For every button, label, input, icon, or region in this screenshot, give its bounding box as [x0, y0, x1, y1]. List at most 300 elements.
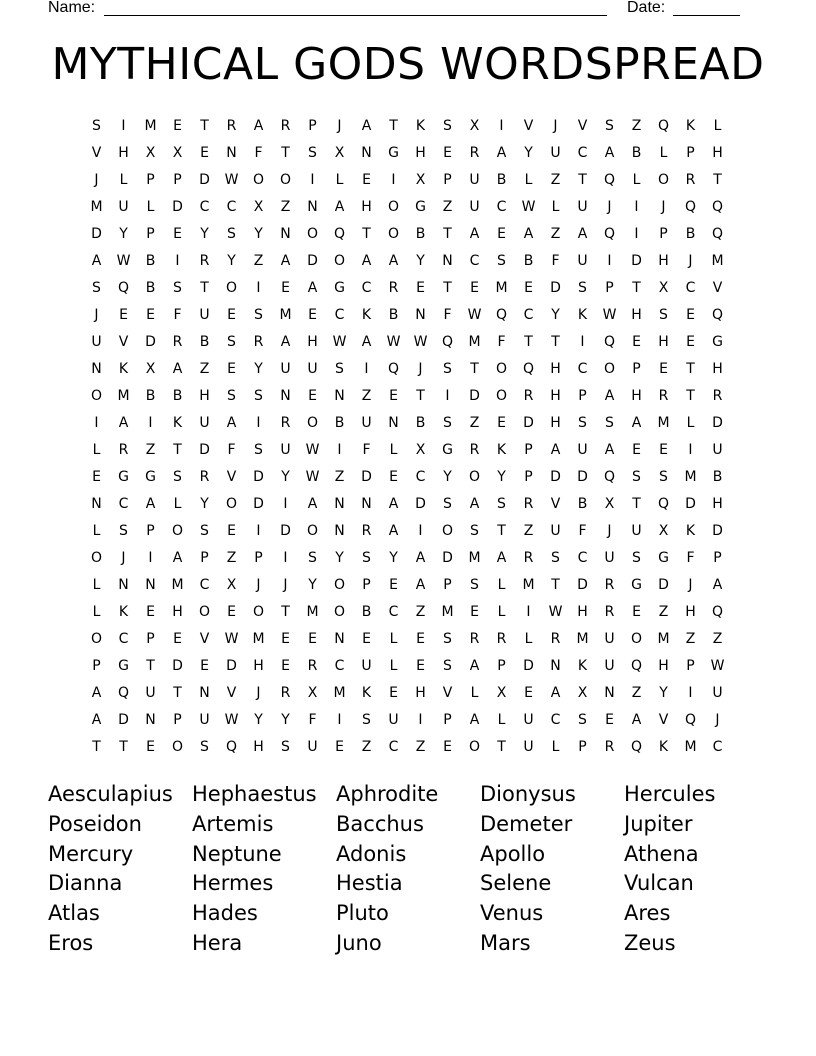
grid-letter: S: [578, 279, 587, 296]
grid-letter: S: [578, 414, 587, 431]
grid-letter: M: [468, 333, 481, 350]
grid-letter: E: [308, 630, 317, 647]
grid-letter: H: [199, 387, 210, 404]
grid-letter: Z: [280, 198, 291, 215]
grid-letter: J: [418, 360, 423, 377]
word-list-item: Poseidon: [48, 811, 142, 836]
grid-letter: T: [497, 738, 506, 755]
grid-letter: E: [173, 117, 182, 134]
grid-letter: D: [199, 171, 210, 188]
grid-letter: Y: [200, 225, 209, 242]
grid-letter: S: [227, 387, 236, 404]
grid-letter: R: [469, 441, 480, 458]
grid-letter: A: [91, 684, 102, 701]
grid-letter: D: [712, 414, 723, 431]
grid-letter: X: [145, 360, 156, 377]
grid-letter: G: [415, 198, 426, 215]
grid-letter: Y: [443, 468, 452, 485]
grid-letter: E: [389, 576, 398, 593]
grid-letter: R: [307, 657, 318, 674]
grid-letter: G: [631, 576, 642, 593]
word-list-item: Zeus: [624, 930, 676, 955]
grid-letter: I: [499, 117, 504, 134]
grid-letter: S: [470, 576, 479, 593]
grid-letter: A: [172, 360, 183, 377]
grid-letter: M: [576, 630, 589, 647]
grid-letter: K: [685, 522, 696, 539]
grid-letter: D: [280, 522, 291, 539]
grid-letter: C: [577, 144, 588, 161]
grid-letter: N: [118, 576, 129, 593]
grid-letter: I: [418, 522, 423, 539]
word-list-item: Selene: [480, 871, 552, 896]
grid-letter: R: [199, 252, 210, 269]
grid-letter: G: [145, 468, 156, 485]
word-list: [48, 780, 768, 959]
word-list-item: Hades: [192, 901, 258, 926]
grid-letter: S: [605, 414, 614, 431]
grid-letter: Z: [469, 414, 480, 431]
grid-letter: K: [658, 738, 669, 755]
grid-letter: S: [308, 144, 317, 161]
grid-letter: A: [361, 117, 372, 134]
grid-letter: A: [550, 684, 561, 701]
grid-letter: R: [280, 414, 291, 431]
grid-letter: E: [119, 306, 128, 323]
grid-letter: O: [495, 360, 508, 377]
grid-letter: K: [577, 657, 588, 674]
grid-letter: H: [550, 414, 561, 431]
grid-letter: I: [256, 522, 261, 539]
grid-letter: R: [523, 495, 534, 512]
grid-letter: P: [605, 279, 614, 296]
grid-letter: J: [688, 252, 693, 269]
grid-letter: E: [146, 306, 155, 323]
grid-letter: X: [307, 684, 318, 701]
grid-letter: Q: [684, 711, 697, 728]
grid-letter: H: [172, 603, 183, 620]
grid-letter: Y: [119, 225, 128, 242]
grid-letter: P: [146, 225, 155, 242]
grid-letter: A: [496, 549, 507, 566]
grid-letter: H: [253, 738, 264, 755]
grid-letter: T: [362, 225, 371, 242]
grid-letter: H: [118, 144, 129, 161]
grid-letter: P: [173, 711, 182, 728]
grid-letter: T: [119, 738, 128, 755]
grid-letter: I: [634, 225, 639, 242]
word-list-item: Dianna: [48, 871, 123, 896]
grid-letter: Y: [200, 495, 209, 512]
grid-letter: T: [686, 387, 695, 404]
grid-letter: S: [92, 279, 101, 296]
grid-letter: O: [441, 522, 454, 539]
grid-letter: O: [171, 522, 184, 539]
grid-letter: X: [145, 144, 156, 161]
grid-letter: H: [631, 387, 642, 404]
grid-letter: H: [307, 333, 318, 350]
word-list-item: Artemis: [192, 811, 274, 836]
grid-letter: U: [523, 711, 534, 728]
grid-letter: S: [632, 468, 641, 485]
grid-letter: L: [389, 657, 398, 674]
grid-letter: U: [307, 360, 318, 377]
grid-letter: R: [280, 117, 291, 134]
grid-letter: Q: [117, 279, 130, 296]
grid-letter: L: [497, 711, 506, 728]
grid-letter: D: [631, 252, 642, 269]
word-list-item: Atlas: [48, 901, 100, 926]
grid-letter: H: [712, 360, 723, 377]
grid-letter: I: [310, 171, 315, 188]
grid-letter: U: [469, 171, 480, 188]
grid-letter: E: [227, 306, 236, 323]
grid-letter: J: [256, 684, 261, 701]
grid-letter: X: [172, 144, 183, 161]
grid-letter: R: [685, 171, 696, 188]
grid-letter: E: [497, 225, 506, 242]
grid-letter: E: [524, 684, 533, 701]
grid-letter: C: [361, 279, 372, 296]
grid-letter: T: [416, 387, 425, 404]
grid-letter: V: [658, 711, 669, 728]
grid-letter: N: [334, 630, 345, 647]
grid-letter: X: [226, 576, 237, 593]
grid-letter: B: [415, 414, 426, 431]
grid-letter: I: [526, 603, 531, 620]
grid-letter: I: [634, 198, 639, 215]
grid-letter: S: [659, 468, 668, 485]
grid-letter: S: [227, 225, 236, 242]
word-list-item: Hercules: [624, 782, 716, 806]
grid-letter: U: [469, 198, 480, 215]
grid-letter: P: [146, 630, 155, 647]
grid-letter: E: [173, 225, 182, 242]
grid-letter: T: [281, 603, 290, 620]
grid-letter: C: [388, 738, 399, 755]
grid-letter: T: [524, 333, 533, 350]
grid-letter: E: [632, 333, 641, 350]
grid-letter: R: [469, 630, 480, 647]
grid-letter: B: [685, 225, 696, 242]
grid-letter: A: [415, 549, 426, 566]
grid-letter: L: [92, 603, 101, 620]
grid-letter: V: [118, 333, 129, 350]
grid-letter: D: [199, 441, 210, 458]
grid-letter: P: [443, 576, 452, 593]
grid-letter: Z: [550, 225, 561, 242]
letter-grid: [83, 112, 731, 760]
grid-letter: E: [632, 441, 641, 458]
grid-letter: O: [90, 549, 103, 566]
grid-letter: D: [118, 711, 129, 728]
grid-letter: E: [227, 522, 236, 539]
grid-letter: E: [470, 603, 479, 620]
grid-letter: F: [308, 711, 317, 728]
grid-letter: P: [308, 117, 317, 134]
grid-letter: W: [224, 630, 239, 647]
grid-letter: A: [361, 252, 372, 269]
grid-letter: C: [334, 657, 345, 674]
grid-letter: L: [686, 414, 695, 431]
grid-letter: D: [307, 252, 318, 269]
grid-letter: R: [388, 279, 399, 296]
word-list-item: Hestia: [336, 871, 403, 896]
grid-letter: N: [145, 711, 156, 728]
word-list-item: Mercury: [48, 841, 134, 866]
grid-letter: D: [523, 657, 534, 674]
grid-letter: Y: [281, 711, 290, 728]
grid-letter: N: [361, 495, 372, 512]
grid-letter: W: [548, 603, 563, 620]
grid-letter: E: [443, 738, 452, 755]
grid-letter: M: [657, 630, 670, 647]
grid-letter: U: [361, 414, 372, 431]
grid-letter: L: [146, 198, 155, 215]
grid-letter: G: [118, 468, 129, 485]
grid-letter: N: [280, 225, 291, 242]
grid-letter: E: [389, 387, 398, 404]
grid-letter: D: [550, 468, 561, 485]
word-list-item: Ares: [624, 901, 671, 926]
grid-letter: D: [523, 414, 534, 431]
grid-letter: Q: [522, 360, 535, 377]
grid-letter: V: [523, 117, 534, 134]
grid-letter: O: [333, 603, 346, 620]
grid-letter: O: [90, 387, 103, 404]
grid-letter: E: [389, 468, 398, 485]
grid-letter: F: [497, 333, 506, 350]
grid-letter: O: [630, 630, 643, 647]
grid-letter: C: [712, 738, 723, 755]
grid-letter: I: [175, 252, 180, 269]
grid-letter: Q: [225, 738, 238, 755]
grid-letter: U: [199, 306, 210, 323]
grid-letter: O: [306, 414, 319, 431]
grid-letter: A: [469, 657, 480, 674]
grid-letter: Q: [630, 738, 643, 755]
grid-letter: S: [308, 549, 317, 566]
grid-letter: P: [578, 387, 587, 404]
grid-letter: E: [416, 657, 425, 674]
grid-letter: O: [171, 738, 184, 755]
grid-letter: E: [362, 171, 371, 188]
grid-letter: K: [685, 117, 696, 134]
grid-letter: U: [550, 144, 561, 161]
grid-letter: P: [200, 549, 209, 566]
grid-letter: Z: [631, 684, 642, 701]
grid-letter: W: [224, 171, 239, 188]
grid-letter: R: [199, 468, 210, 485]
grid-letter: J: [553, 117, 558, 134]
grid-letter: T: [443, 279, 452, 296]
grid-letter: R: [523, 387, 534, 404]
word-list-item: Hermes: [192, 871, 274, 896]
grid-letter: U: [280, 441, 291, 458]
grid-letter: A: [307, 495, 318, 512]
grid-letter: V: [199, 630, 210, 647]
grid-letter: T: [686, 360, 695, 377]
grid-letter: X: [415, 171, 426, 188]
grid-letter: T: [173, 441, 182, 458]
grid-letter: N: [334, 495, 345, 512]
grid-letter: Y: [254, 360, 263, 377]
grid-letter: C: [334, 306, 345, 323]
grid-letter: A: [361, 333, 372, 350]
grid-letter: I: [256, 279, 261, 296]
grid-letter: B: [631, 144, 642, 161]
grid-letter: D: [226, 657, 237, 674]
grid-letter: G: [118, 657, 129, 674]
grid-letter: E: [173, 630, 182, 647]
grid-letter: I: [256, 414, 261, 431]
grid-letter: K: [361, 306, 372, 323]
grid-letter: S: [632, 549, 641, 566]
grid-letter: U: [577, 198, 588, 215]
grid-letter: D: [172, 657, 183, 674]
grid-letter: I: [148, 549, 153, 566]
grid-letter: E: [497, 414, 506, 431]
grid-letter: O: [225, 495, 238, 512]
grid-letter: Q: [711, 306, 724, 323]
grid-letter: T: [92, 738, 101, 755]
grid-letter: L: [551, 198, 560, 215]
grid-letter: D: [172, 198, 183, 215]
grid-letter: Q: [711, 198, 724, 215]
grid-letter: O: [306, 522, 319, 539]
grid-letter: E: [443, 144, 452, 161]
grid-letter: J: [121, 549, 126, 566]
grid-letter: Z: [415, 603, 426, 620]
grid-letter: J: [337, 117, 342, 134]
page-title: MYTHICAL GODS WORDSPREAD: [51, 39, 765, 90]
grid-letter: V: [577, 117, 588, 134]
grid-letter: E: [281, 657, 290, 674]
grid-letter: P: [362, 576, 371, 593]
name-label: Name:: [48, 0, 96, 16]
grid-letter: Z: [631, 117, 642, 134]
grid-letter: L: [119, 171, 128, 188]
grid-letter: E: [308, 387, 317, 404]
grid-letter: P: [713, 549, 722, 566]
grid-letter: X: [253, 198, 264, 215]
grid-letter: R: [658, 387, 669, 404]
grid-letter: Q: [495, 306, 508, 323]
grid-letter: I: [364, 360, 369, 377]
grid-letter: A: [388, 495, 399, 512]
grid-letter: C: [577, 549, 588, 566]
grid-letter: L: [632, 171, 641, 188]
grid-letter: A: [280, 252, 291, 269]
grid-letter: S: [92, 117, 101, 134]
grid-letter: X: [496, 684, 507, 701]
grid-letter: B: [712, 468, 723, 485]
grid-letter: S: [551, 549, 560, 566]
grid-letter: U: [523, 738, 534, 755]
grid-letter: H: [712, 495, 723, 512]
grid-letter: P: [524, 468, 533, 485]
grid-letter: I: [121, 117, 126, 134]
grid-letter: U: [388, 711, 399, 728]
grid-letter: U: [91, 333, 102, 350]
grid-letter: V: [712, 279, 723, 296]
grid-letter: D: [145, 333, 156, 350]
grid-letter: I: [337, 711, 342, 728]
grid-letter: U: [604, 549, 615, 566]
grid-letter: M: [522, 576, 535, 593]
grid-letter: C: [550, 711, 561, 728]
grid-letter: U: [118, 198, 129, 215]
grid-letter: E: [362, 630, 371, 647]
grid-letter: A: [226, 414, 237, 431]
grid-letter: B: [361, 603, 372, 620]
grid-letter: L: [173, 495, 182, 512]
grid-letter: S: [443, 117, 452, 134]
grid-letter: C: [388, 603, 399, 620]
grid-letter: J: [688, 576, 693, 593]
grid-letter: A: [118, 414, 129, 431]
grid-letter: S: [497, 495, 506, 512]
grid-letter: A: [604, 387, 615, 404]
grid-letter: E: [227, 603, 236, 620]
grid-letter: P: [173, 171, 182, 188]
grid-letter: U: [577, 252, 588, 269]
grid-letter: O: [198, 603, 211, 620]
grid-letter: L: [92, 441, 101, 458]
grid-letter: E: [227, 360, 236, 377]
grid-letter: C: [523, 306, 534, 323]
grid-letter: A: [604, 144, 615, 161]
grid-letter: F: [173, 306, 182, 323]
grid-letter: Q: [657, 117, 670, 134]
grid-letter: S: [443, 495, 452, 512]
grid-letter: L: [497, 576, 506, 593]
grid-letter: A: [91, 711, 102, 728]
grid-letter: G: [334, 279, 345, 296]
grid-letter: B: [415, 225, 426, 242]
grid-letter: A: [469, 495, 480, 512]
grid-letter: E: [632, 603, 641, 620]
date-label: Date:: [627, 0, 666, 16]
grid-letter: S: [443, 360, 452, 377]
grid-letter: R: [253, 333, 264, 350]
grid-letter: L: [659, 144, 668, 161]
grid-letter: P: [524, 441, 533, 458]
word-list-item: Hephaestus: [192, 782, 317, 806]
grid-letter: F: [227, 441, 236, 458]
grid-letter: T: [470, 360, 479, 377]
grid-letter: B: [334, 414, 345, 431]
grid-letter: O: [333, 576, 346, 593]
grid-letter: S: [470, 522, 479, 539]
grid-letter: Y: [227, 252, 236, 269]
grid-letter: P: [686, 144, 695, 161]
grid-letter: R: [496, 630, 507, 647]
grid-letter: D: [361, 468, 372, 485]
grid-letter: P: [686, 657, 695, 674]
grid-letter: E: [92, 468, 101, 485]
grid-letter: H: [550, 387, 561, 404]
grid-letter: A: [496, 144, 507, 161]
grid-letter: K: [577, 306, 588, 323]
grid-letter: C: [496, 198, 507, 215]
grid-letter: R: [712, 387, 723, 404]
date-blank-line: [673, 15, 740, 16]
grid-letter: A: [550, 441, 561, 458]
grid-letter: E: [605, 711, 614, 728]
grid-letter: A: [712, 576, 723, 593]
grid-letter: M: [144, 117, 157, 134]
